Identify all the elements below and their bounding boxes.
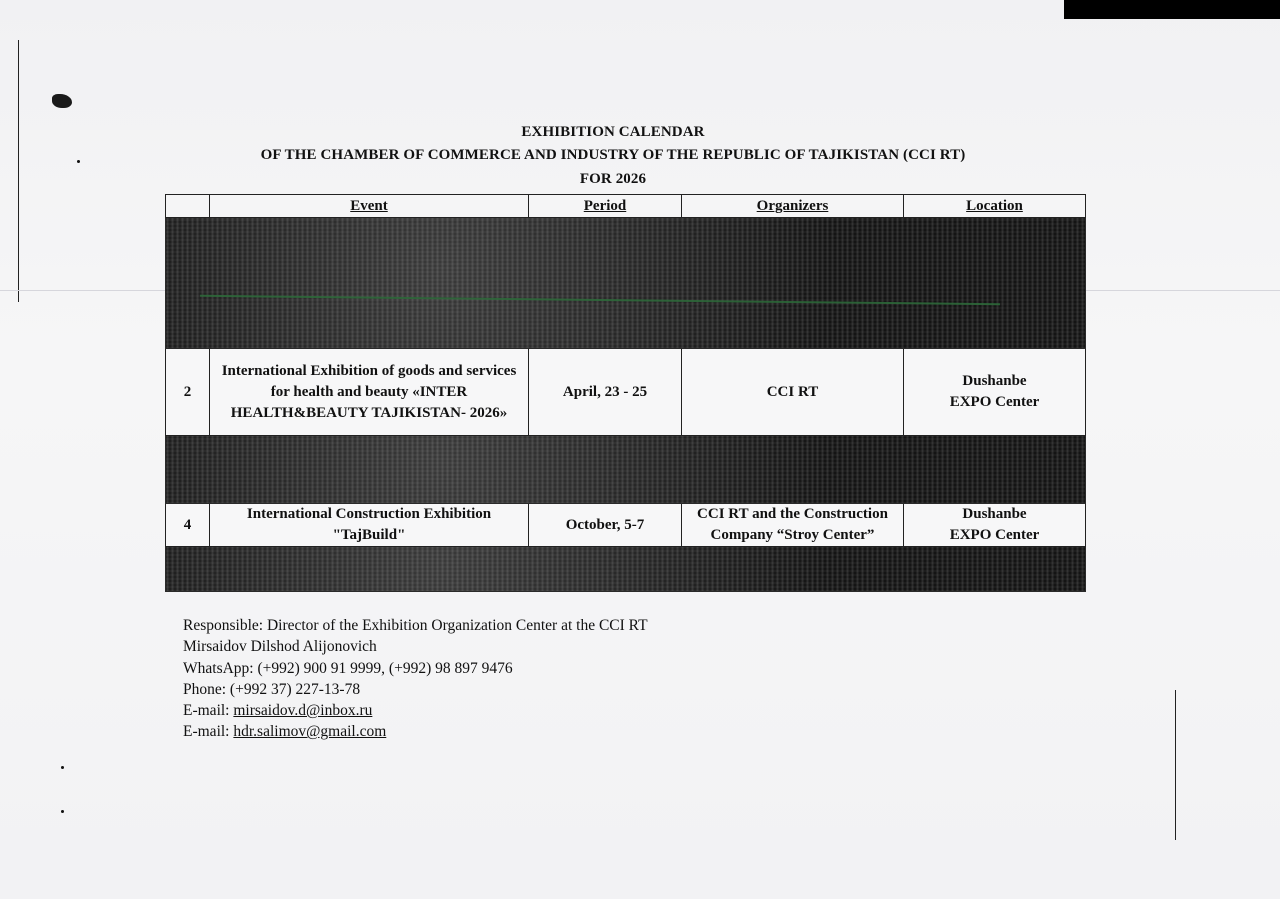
scan-speck bbox=[77, 160, 80, 163]
table-header-row bbox=[166, 195, 1086, 218]
header-number bbox=[166, 195, 210, 218]
organizers-cell: CCI RT and the Construction Company “Stroy Center” bbox=[682, 504, 904, 547]
email-label: E-mail: bbox=[183, 702, 230, 720]
scan-margin-line-left bbox=[18, 40, 19, 302]
period-cell: April, 23 - 25 bbox=[529, 349, 682, 436]
event-cell: International Exhibition of goods and services for health and beauty «INTER HEALTH&BEAUTY TAJIKISTAN- 2026» bbox=[210, 349, 529, 436]
scan-dark-corner bbox=[1064, 0, 1280, 19]
responsible-name: Mirsaidov Dilshod Alijonovich bbox=[183, 638, 377, 656]
whatsapp-line: WhatsApp: (+992) 900 91 9999, (+992) 98 897 9476 bbox=[183, 659, 513, 677]
redaction-block bbox=[166, 218, 1086, 349]
header-period: Period bbox=[529, 195, 682, 218]
row-number: 2 bbox=[166, 349, 210, 436]
event-cell: International Construction Exhibition "TajBuild" bbox=[210, 504, 529, 547]
table-row bbox=[166, 504, 1086, 547]
scan-speck bbox=[61, 810, 64, 813]
email-line-1 bbox=[183, 700, 648, 721]
redacted-row bbox=[166, 547, 1086, 592]
redaction-block bbox=[166, 547, 1086, 592]
header-event: Event bbox=[210, 195, 529, 218]
email-line-2 bbox=[183, 721, 648, 742]
phone-line: Phone: (+992 37) 227-13-78 bbox=[183, 680, 361, 698]
exhibition-calendar-table bbox=[165, 194, 1086, 592]
location-city: Dushanbe bbox=[962, 373, 1027, 389]
contact-block bbox=[183, 615, 648, 743]
email-label: E-mail: bbox=[183, 723, 230, 741]
scan-speck bbox=[61, 766, 64, 769]
scan-margin-line-right bbox=[1175, 690, 1176, 840]
redaction-block bbox=[166, 436, 1086, 504]
period-cell: October, 5-7 bbox=[529, 504, 682, 547]
header-location: Location bbox=[904, 195, 1086, 218]
location-venue: EXPO Center bbox=[949, 394, 1040, 410]
calendar-year: FOR 2026 bbox=[579, 171, 647, 187]
location-cell bbox=[904, 349, 1086, 436]
location-venue: EXPO Center bbox=[949, 527, 1040, 543]
email-link-mirsaidov[interactable]: mirsaidov.d@inbox.ru bbox=[233, 702, 373, 720]
email-link-salimov[interactable]: hdr.salimov@gmail.com bbox=[233, 723, 387, 741]
redacted-row bbox=[166, 218, 1086, 349]
location-cell bbox=[904, 504, 1086, 547]
organizers-cell: CCI RT bbox=[682, 349, 904, 436]
location-city: Dushanbe bbox=[962, 506, 1027, 522]
header-organizers: Organizers bbox=[682, 195, 904, 218]
responsible-line: Responsible: Director of the Exhibition Organization Center at the CCI RT bbox=[183, 617, 648, 634]
calendar-subtitle: OF THE CHAMBER OF COMMERCE AND INDUSTRY OF THE REPUBLIC OF TAJIKISTAN (CCI RT) bbox=[260, 147, 966, 163]
row-number: 4 bbox=[166, 504, 210, 547]
calendar-title: EXHIBITION CALENDAR bbox=[521, 124, 705, 140]
table-row bbox=[166, 349, 1086, 436]
redacted-row bbox=[166, 436, 1086, 504]
scan-speck bbox=[52, 94, 72, 108]
